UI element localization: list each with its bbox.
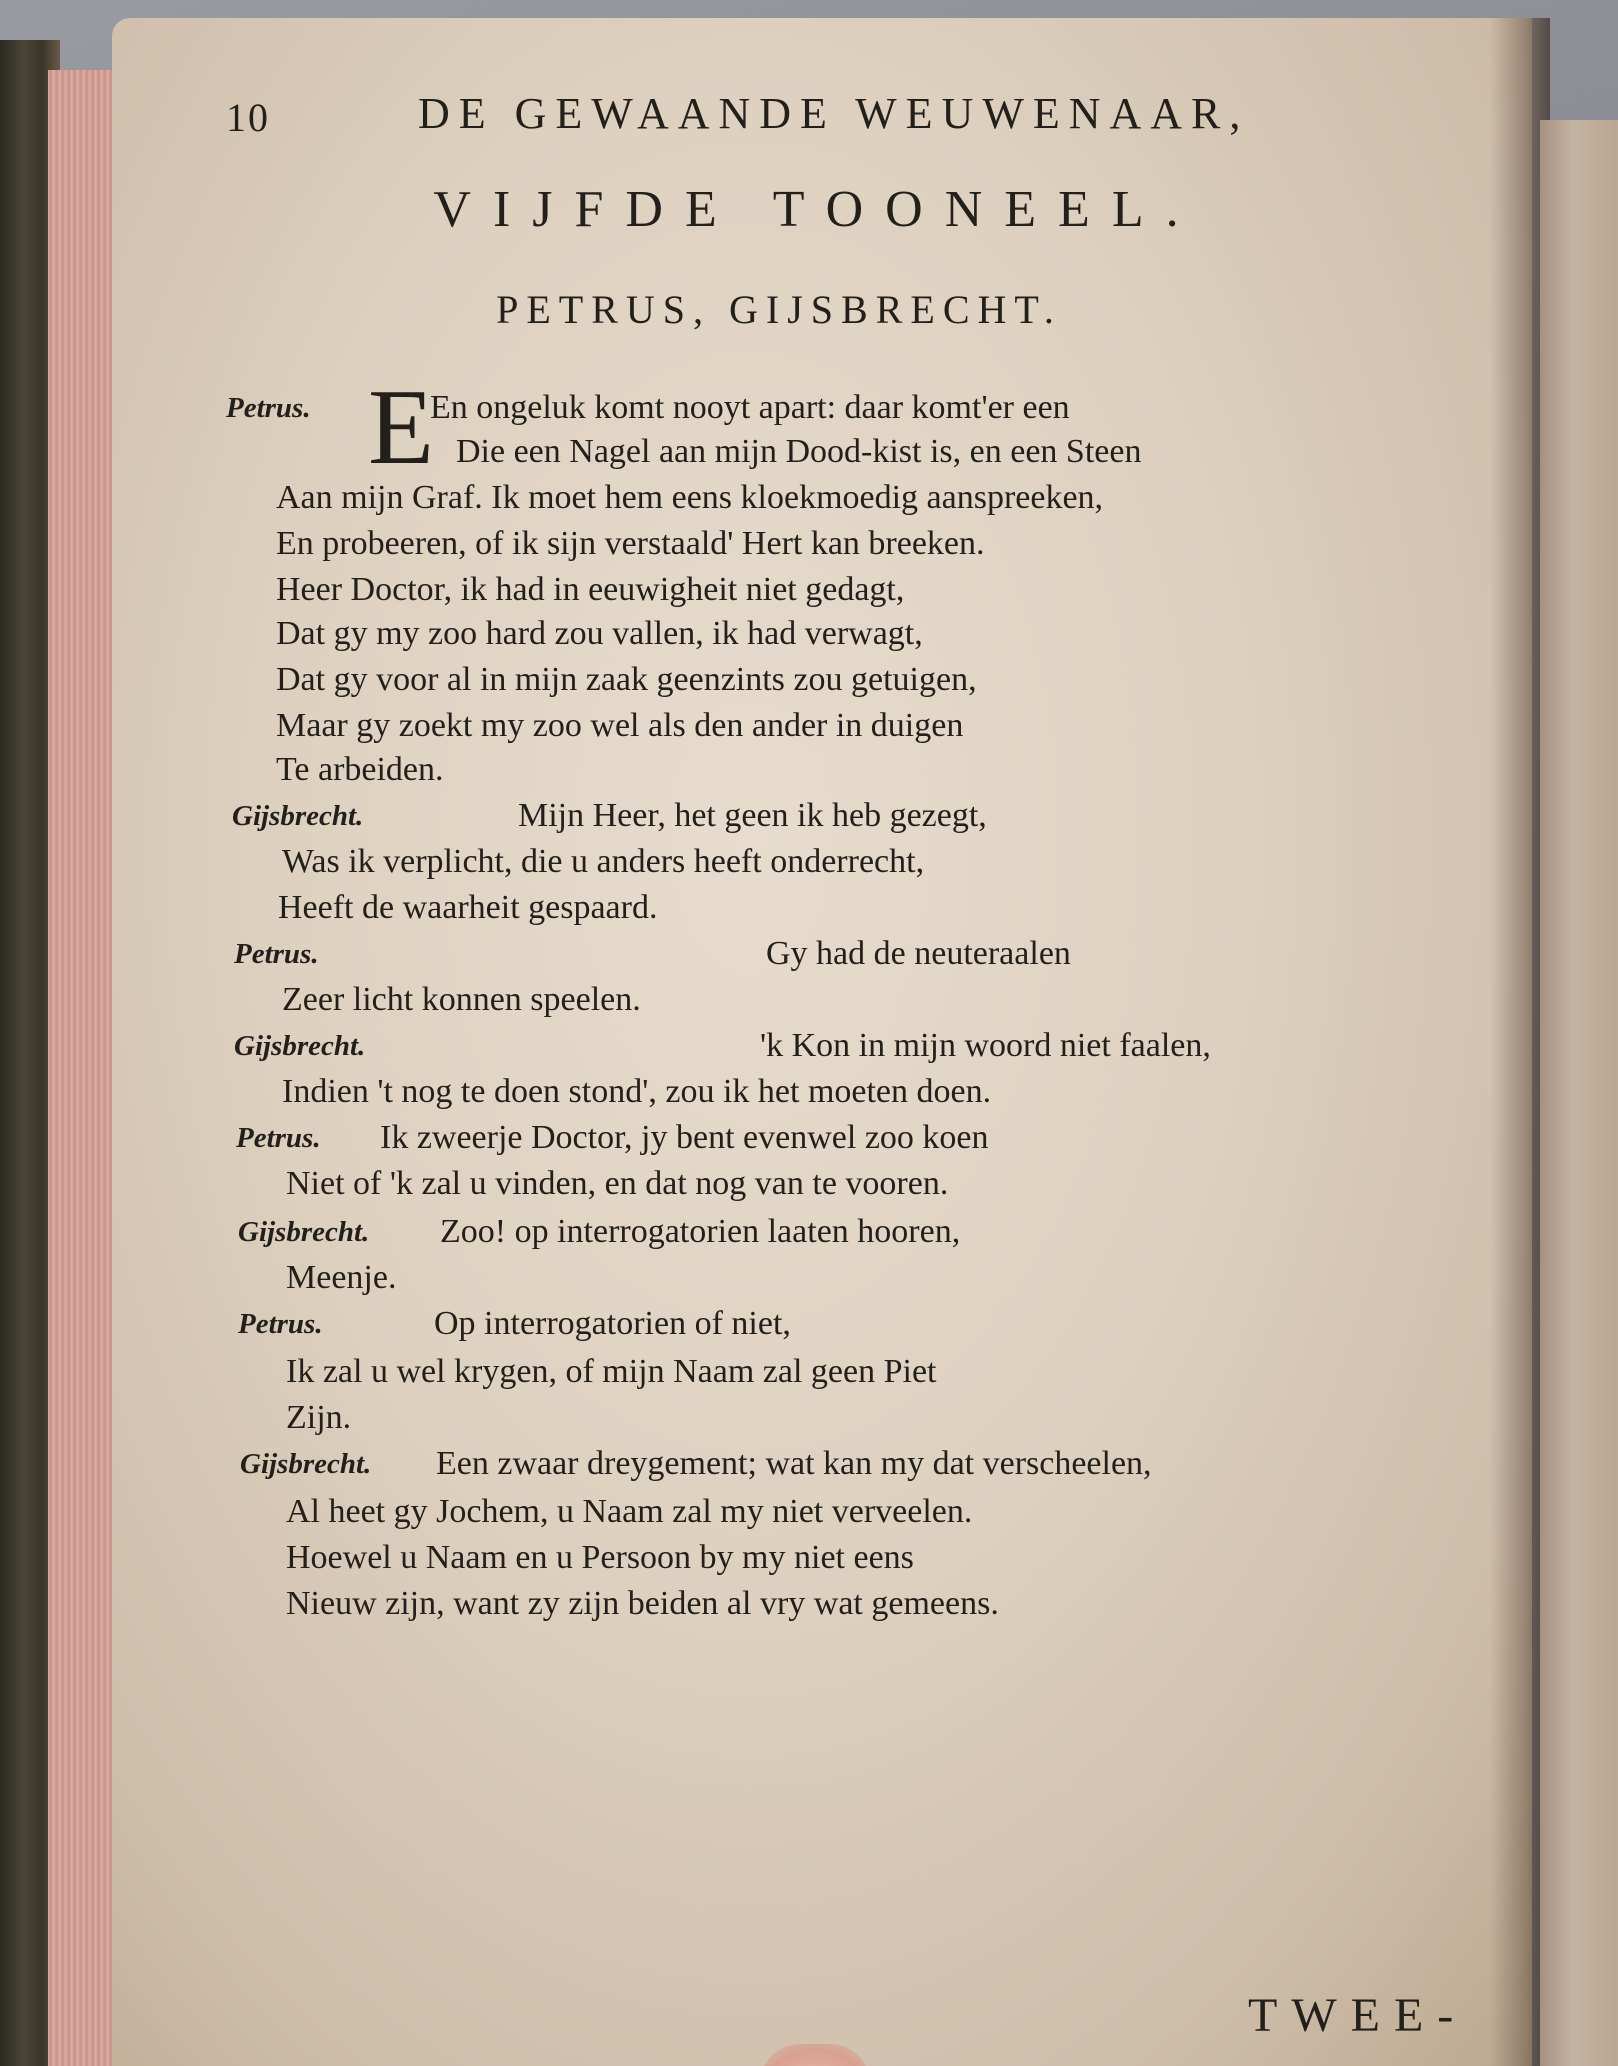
verse-line: En ongeluk komt nooyt apart: daar komt'er een — [430, 389, 1070, 426]
verse-line: Maar gy zoekt my zoo wel als den ander in duigen — [276, 707, 964, 744]
verse-line: Nieuw zijn, want zy zijn beiden al vry wat gemeens. — [286, 1585, 999, 1622]
verse-line: Op interrogatorien of niet, — [434, 1305, 791, 1342]
verse-line: Heer Doctor, ik had in eeuwigheit niet gedagt, — [276, 571, 905, 608]
verse-line: Dat gy voor al in mijn zaak geenzints zou getuigen, — [276, 661, 977, 698]
verse-line: Zijn. — [286, 1399, 352, 1436]
speaker-petrus: Petrus. — [226, 392, 311, 424]
running-head — [0, 82, 1618, 142]
verse-line: Een zwaar dreygement; wat kan my dat verscheelen, — [436, 1445, 1152, 1482]
verse-line: Dat gy my zoo hard zou vallen, ik had verwagt, — [276, 615, 923, 652]
verse-line: Was ik verplicht, die u anders heeft onderrecht, — [282, 843, 925, 880]
character-list — [0, 286, 1618, 333]
facing-page-edge — [1540, 120, 1618, 2066]
verse-line: Mijn Heer, het geen ik heb gezegt, — [518, 797, 987, 834]
verse-line: Gy had de neuteraalen — [766, 935, 1071, 972]
verse-line: Zoo! op interrogatorien laaten hooren, — [440, 1213, 961, 1250]
verse-line: Meenje. — [286, 1259, 397, 1296]
verse-line: Ik zweerje Doctor, jy bent evenwel zoo koen — [380, 1119, 989, 1156]
speaker-petrus: Petrus. — [238, 1308, 323, 1340]
verse-line: Te arbeiden. — [276, 751, 444, 788]
verse-line: Indien 't nog te doen stond', zou ik het moeten doen. — [282, 1073, 992, 1110]
speaker-gijsbrecht: Gijsbrecht. — [234, 1030, 366, 1062]
speaker-petrus: Petrus. — [236, 1122, 321, 1154]
speaker-gijsbrecht: Gijsbrecht. — [240, 1448, 372, 1480]
speaker-gijsbrecht: Gijsbrecht. — [238, 1216, 370, 1248]
verse-line: Zeer licht konnen speelen. — [282, 981, 641, 1018]
verse-line: 'k Kon in mijn woord niet faalen, — [760, 1027, 1211, 1064]
drop-cap: E — [368, 368, 434, 487]
scene-title — [0, 180, 1618, 239]
speaker-gijsbrecht: Gijsbrecht. — [232, 800, 364, 832]
verse-line: Aan mijn Graf. Ik moet hem eens kloekmoedig aanspreeken, — [276, 479, 1104, 516]
scene-title-text: VIJFDE TOONEEL. — [433, 181, 1201, 238]
verse-line: Heeft de waarheit gespaard. — [278, 889, 658, 926]
verse-line: Hoewel u Naam en u Persoon by my niet eens — [286, 1539, 914, 1576]
page-edges — [48, 70, 120, 2066]
catchword: TWEE- — [1248, 1989, 1468, 2042]
verse-line: En probeeren, of ik sijn verstaald' Hert kan breeken. — [276, 525, 985, 562]
speaker-petrus: Petrus. — [234, 938, 319, 970]
verse-line: Al heet gy Jochem, u Naam zal my niet verveelen. — [286, 1493, 973, 1530]
verse-line: Niet of 'k zal u vinden, en dat nog van te vooren. — [286, 1165, 949, 1202]
running-title: DE GEWAANDE WEUWENAAR, — [418, 89, 1250, 138]
page-number: 10 — [226, 95, 270, 140]
verse-line: Ik zal u wel krygen, of mijn Naam zal geen Piet — [286, 1353, 937, 1390]
verse-line: Die een Nagel aan mijn Dood-kist is, en een Steen — [456, 433, 1142, 470]
character-list-text: PETRUS, GIJSBRECHT. — [496, 287, 1062, 332]
